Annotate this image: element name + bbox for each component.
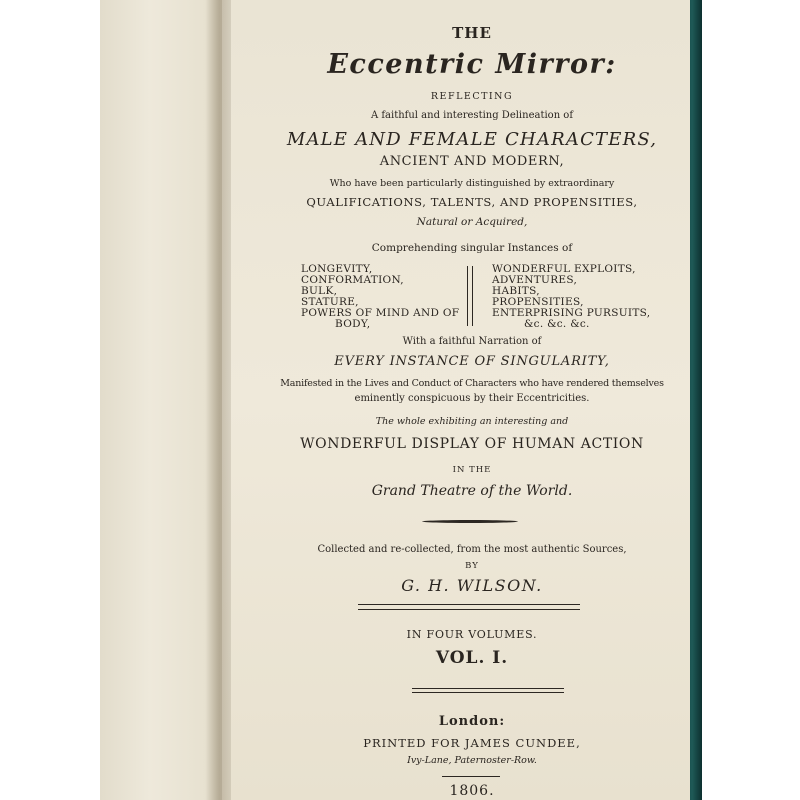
list-item: CONFORMATION, [301,274,404,286]
author-name: G. H. WILSON. [401,576,543,595]
male-female-characters: MALE AND FEMALE CHARACTERS, [286,129,658,150]
volumes-text: IN FOUR VOLUMES. [406,628,538,641]
address-text: Ivy-Lane, Paternoster-Row. [407,755,537,766]
eminently-text: eminently conspicuous by their Eccentricities. [354,393,590,404]
comprehending-text: Comprehending singular Instances of [371,242,573,254]
whole-exhibiting: The whole exhibiting an interesting and [375,416,569,427]
in-the-text: IN THE [452,465,492,475]
double-rule-bottom [358,609,580,610]
year-text: 1806. [449,783,495,799]
london-text: London: [438,714,506,729]
list-item: &c. &c. &c. [524,318,590,330]
title-page-text [222,0,722,800]
reflecting-text: REFLECTING [430,91,514,102]
list-item: ADVENTURES, [492,274,578,286]
short-rule [442,776,500,777]
left-column-list [301,264,459,330]
delineation-text: A faithful and interesting Delineation of [370,110,574,121]
ancient-modern: ANCIENT AND MODERN, [379,154,565,169]
list-item: WONDERFUL EXPLOITS, [492,263,636,275]
column-divider [467,266,473,326]
double-rule-top [358,604,580,605]
wonderful-display: WONDERFUL DISPLAY OF HUMAN ACTION [300,436,644,452]
printer-text: PRINTED FOR JAMES CUNDEE, [363,736,581,750]
list-item: STATURE, [301,296,359,308]
collected-text: Collected and re-collected, from the most authentic Sources, [317,544,627,555]
natural-acquired: Natural or Acquired, [416,216,528,228]
list-item: PROPENSITIES, [492,296,584,308]
manifested-text: Manifested in the Lives and Conduct of Characters who have rendered themselves [280,378,664,389]
list-item: LONGEVITY, [301,263,373,275]
distinguished-text: Who have been particularly distinguished by extraordinary [329,178,615,189]
right-column-list [492,264,650,330]
volume-number: VOL. I. [435,648,509,668]
double-rule-2-bottom [412,692,564,693]
by-text: BY [465,561,479,571]
ornamental-rule [422,520,518,523]
list-item: POWERS OF MIND AND OF [301,307,460,319]
the-heading: THE [452,24,492,42]
narration-text: With a faithful Narration of [402,336,542,347]
every-instance: EVERY INSTANCE OF SINGULARITY, [334,354,610,369]
list-item: ENTERPRISING PURSUITS, [492,307,651,319]
qualifications-text: QUALIFICATIONS, TALENTS, AND PROPENSITIES, [306,195,638,209]
list-item: BODY, [335,318,371,330]
list-item: HABITS, [492,285,540,297]
list-item: BULK, [301,285,338,297]
grand-theatre: Grand Theatre of the World. [371,483,573,499]
book-title: Eccentric Mirror: [327,49,617,80]
double-rule-2-top [412,688,564,689]
